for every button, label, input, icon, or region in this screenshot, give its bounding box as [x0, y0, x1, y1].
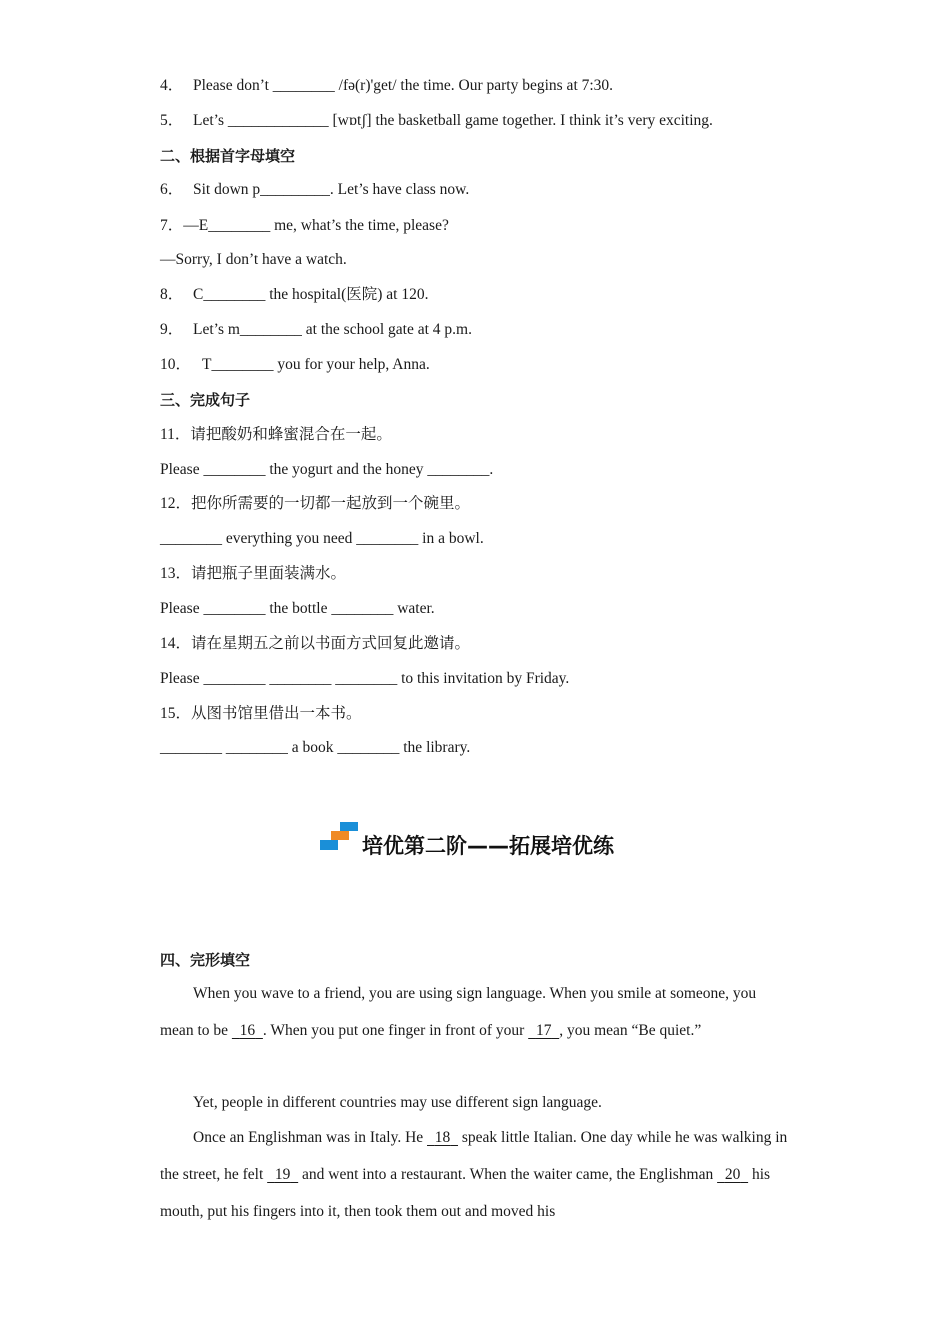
question-6 [160, 180, 810, 200]
paragraph-text: his mouth, put his fingers into it, then took them out and moved his [160, 1166, 771, 1220]
cloze-blank-18 [427, 1129, 458, 1146]
question-4 [160, 76, 810, 96]
question-number: 5． [160, 112, 184, 129]
cloze-blank-20 [717, 1166, 748, 1183]
cloze-paragraph-2: Yet, people in different countries may use different sign language. [193, 1094, 602, 1111]
cloze-blank-17 [528, 1022, 559, 1039]
question-9 [160, 320, 810, 340]
blank-number: 18 [434, 1129, 451, 1146]
blank-number: 16 [239, 1022, 256, 1039]
question-8 [160, 285, 810, 305]
question-number: 4． [160, 77, 184, 94]
blank-number: 20 [724, 1166, 741, 1183]
question-12-chinese: 12．把你所需要的一切都一起放到一个碗里。 [160, 495, 471, 512]
question-text: C________ the hospital(医院) at 120. [193, 286, 429, 303]
cloze-blank-19 [267, 1166, 298, 1183]
cloze-paragraph-1 [160, 975, 790, 1049]
question-text: Please don’t ________ /fə(r)'get/ the time. Our party begins at 7:30. [193, 77, 614, 94]
question-text: Let’s m________ at the school gate at 4 p.m. [193, 321, 472, 338]
paragraph-text: Once an Englishman was in Italy. He [193, 1129, 428, 1146]
paragraph-text: speak little Italian. One day while he was walking in the street, he felt [160, 1129, 788, 1183]
question-13-chinese: 13．请把瓶子里面装满水。 [160, 565, 347, 582]
question-7-reply: —Sorry, I don’t have a watch. [160, 251, 347, 268]
question-number: 6． [160, 181, 184, 198]
cloze-paragraph-3 [160, 1119, 790, 1230]
section-heading-2: 二、根据首字母填空 [160, 147, 296, 165]
question-5 [160, 111, 810, 131]
question-11-english: Please ________ the yogurt and the honey ________. [160, 461, 494, 478]
question-text: T________ you for your help, Anna. [202, 356, 430, 373]
paragraph-text: . When you put one finger in front of your [262, 1022, 529, 1039]
question-text: Sit down p_________. Let’s have class now. [193, 181, 470, 198]
question-14-english: Please ________ ________ ________ to this invitation by Friday. [160, 670, 570, 687]
question-number: 8． [160, 286, 184, 303]
question-15-chinese: 15．从图书馆里借出一本书。 [160, 705, 362, 722]
question-13-english: Please ________ the bottle ________ water. [160, 600, 435, 617]
blank-number: 19 [274, 1166, 291, 1183]
paragraph-text: , you mean “Be quiet.” [559, 1022, 702, 1039]
paragraph-text: When you wave to a friend, you are using sign language. When you smile at someone, you mean to be [160, 985, 757, 1039]
section-banner [320, 818, 720, 868]
section-heading-3: 三、完成句子 [160, 391, 251, 409]
question-11-chinese: 11．请把酸奶和蜂蜜混合在一起。 [160, 426, 392, 443]
question-14-chinese: 14．请在星期五之前以书面方式回复此邀请。 [160, 635, 471, 652]
paragraph-text: and went into a restaurant. When the waiter came, the Englishman [298, 1166, 718, 1183]
cloze-blank-16 [232, 1022, 263, 1039]
question-number: 10． [160, 356, 192, 373]
question-7: 7．—E________ me, what’s the time, please? [160, 217, 449, 234]
question-12-english: ________ everything you need ________ in a bowl. [160, 530, 484, 547]
question-15-english: ________ ________ a book ________ the library. [160, 739, 471, 756]
question-text: Let’s _____________ [wɒtʃ] the basketball game together. I think it’s very exciting. [193, 112, 713, 129]
stair-blocks-icon [320, 820, 364, 856]
banner-title: 培优第二阶——拓展培优练 [362, 834, 614, 858]
question-10 [160, 355, 810, 375]
section-heading-4: 四、完形填空 [160, 951, 251, 969]
question-number: 9． [160, 321, 184, 338]
blank-number: 17 [535, 1022, 552, 1039]
